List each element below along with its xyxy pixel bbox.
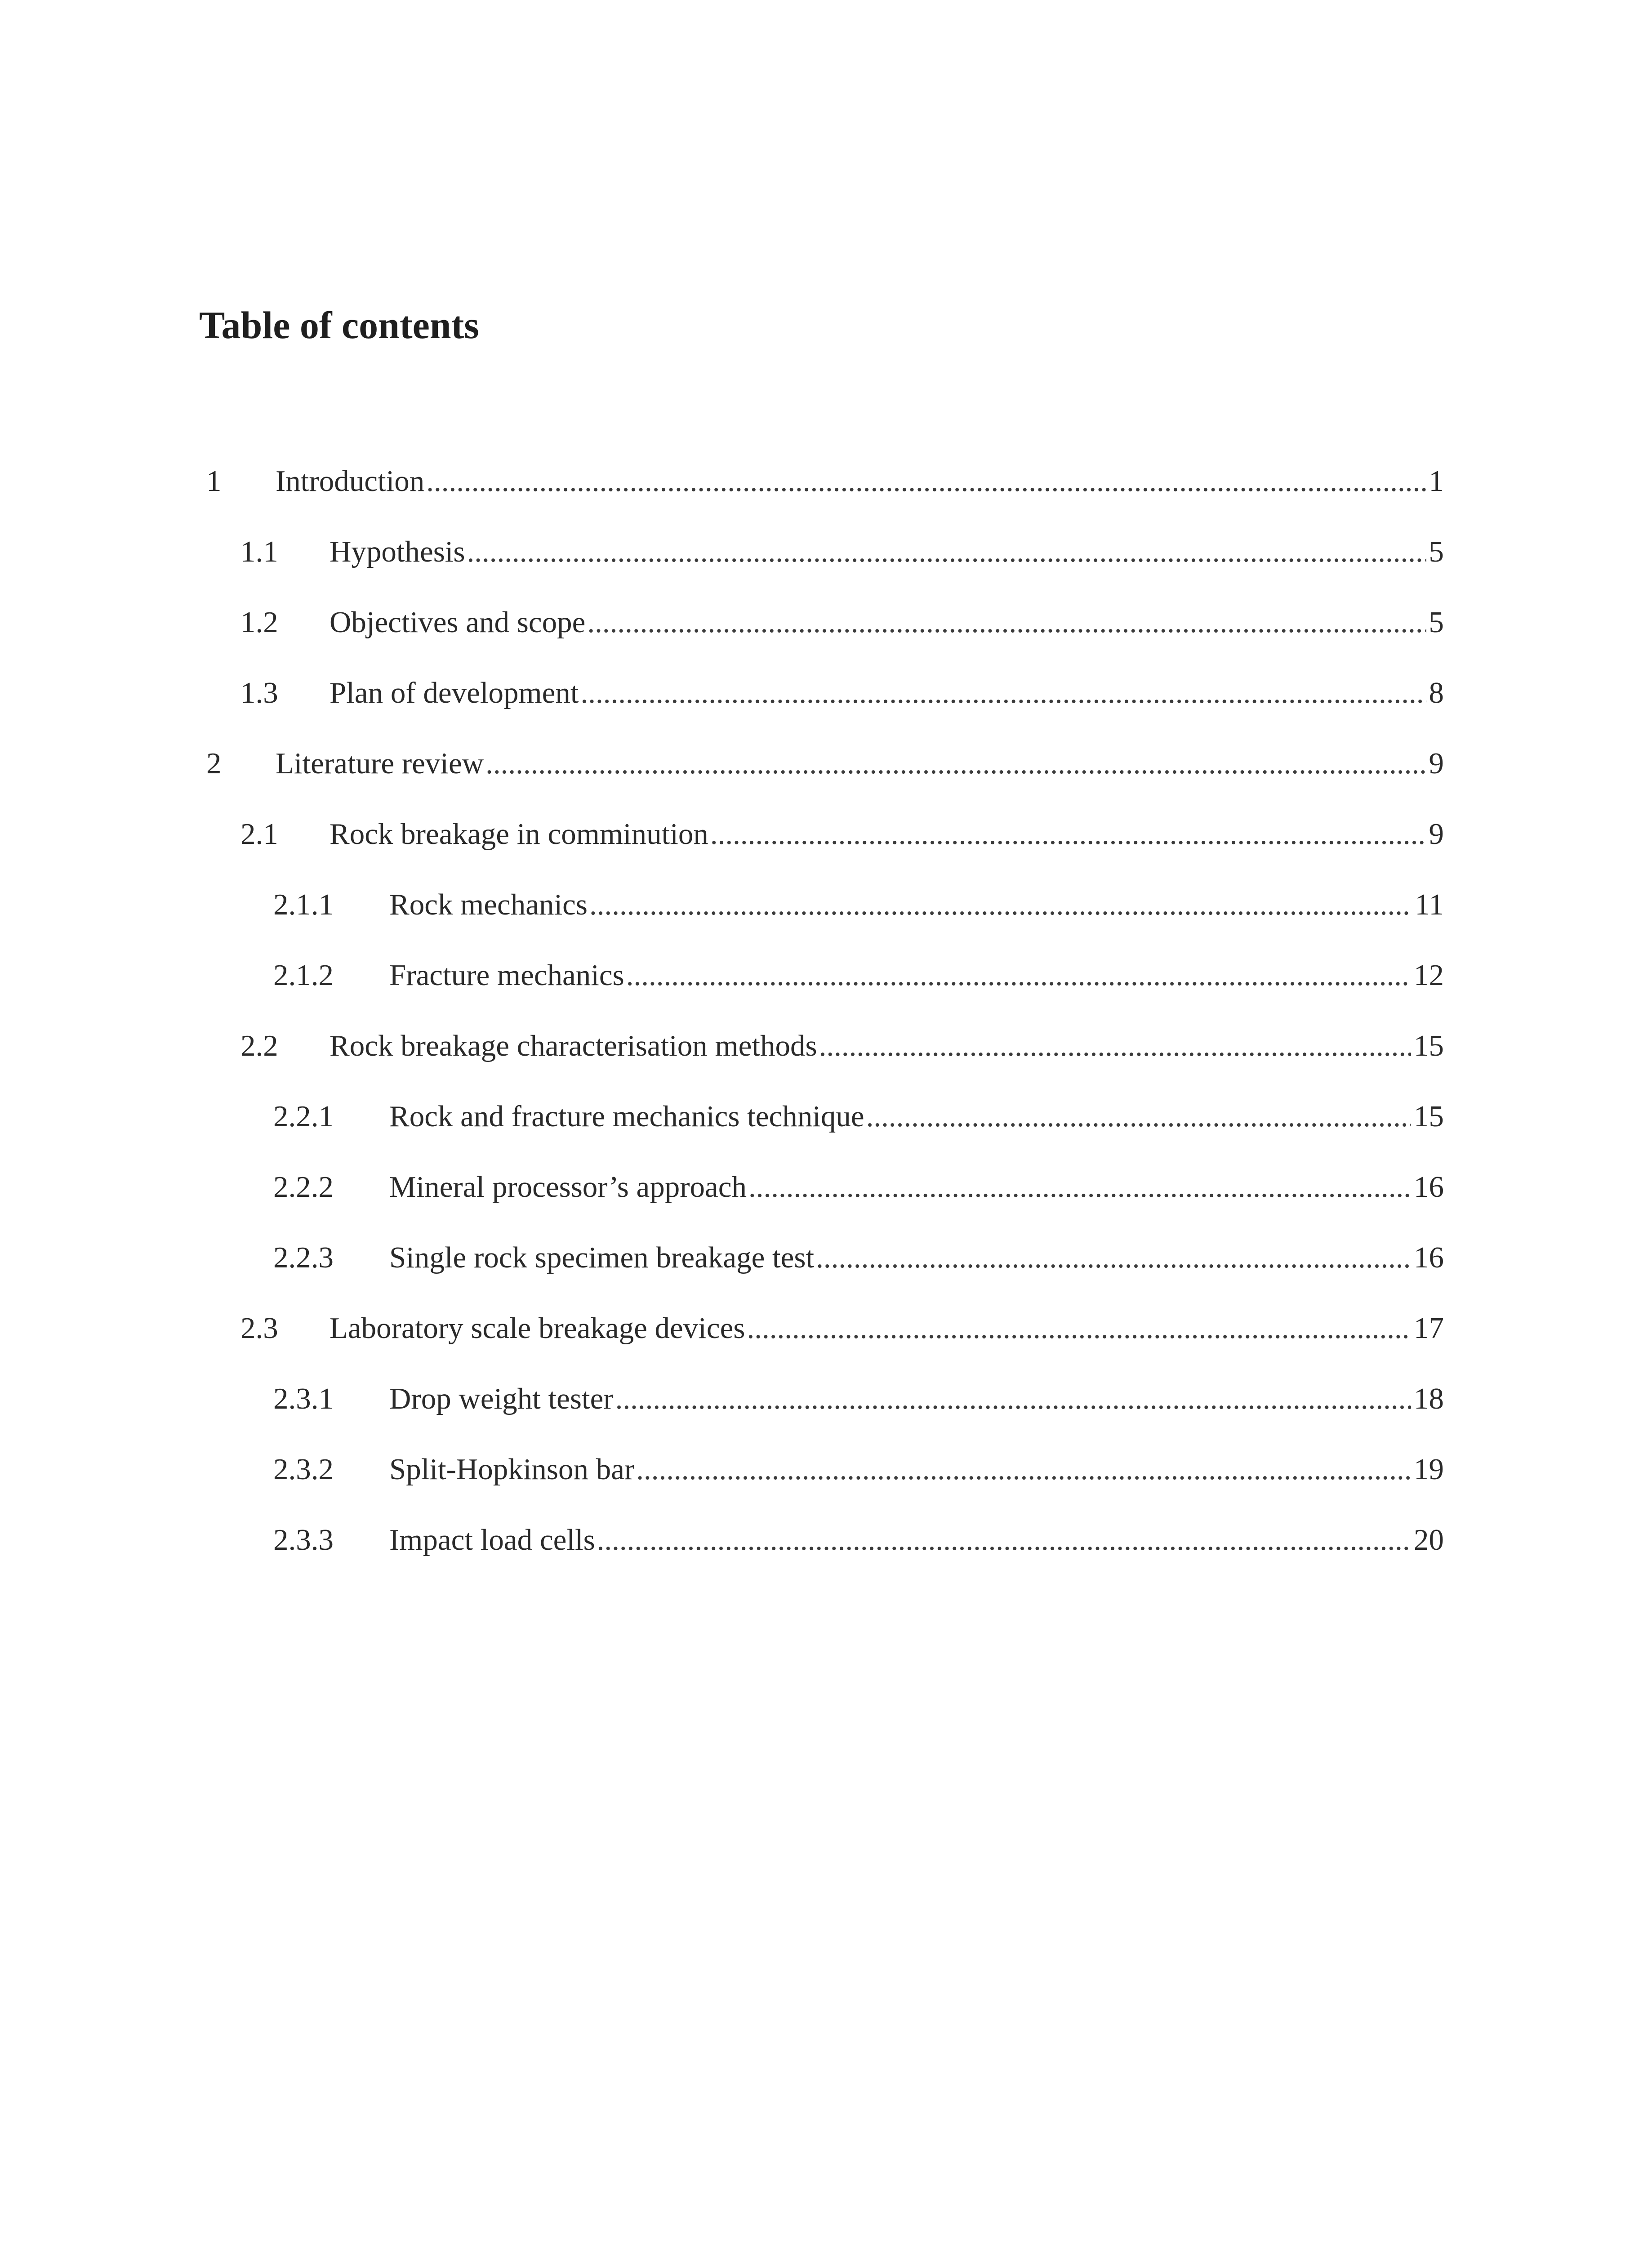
toc-dot-leader <box>748 1167 1411 1207</box>
toc-dot-leader <box>819 1026 1411 1066</box>
toc-number: 1.1 <box>240 535 278 568</box>
toc-page-number: 16 <box>1414 1241 1444 1274</box>
toc-number: 1.2 <box>240 606 278 639</box>
toc-page-number: 18 <box>1414 1382 1444 1415</box>
toc-page-number: 20 <box>1414 1523 1444 1557</box>
toc-dot-leader <box>626 955 1411 995</box>
toc-heading: Split-Hopkinson bar <box>389 1453 635 1486</box>
toc-entry-2-1-2[interactable] <box>273 955 1444 995</box>
toc-dot-leader <box>866 1096 1411 1137</box>
toc-number: 1 <box>206 464 222 498</box>
toc-page-number: 17 <box>1414 1311 1444 1345</box>
toc-dot-leader <box>485 743 1426 784</box>
toc-number: 2.1.2 <box>273 959 334 992</box>
toc-heading: Rock mechanics <box>389 888 588 921</box>
toc-dot-leader <box>816 1237 1411 1278</box>
toc-entry-2-2-3[interactable] <box>273 1237 1444 1278</box>
toc-entry-2-2-2[interactable] <box>273 1167 1444 1207</box>
toc-dot-leader <box>426 461 1426 501</box>
toc-dot-leader <box>597 1520 1411 1560</box>
toc-number: 2.2 <box>240 1029 278 1062</box>
toc-entry-2-3[interactable] <box>240 1308 1444 1348</box>
toc-heading: Drop weight tester <box>389 1382 614 1415</box>
toc-page-number: 19 <box>1414 1453 1444 1486</box>
toc-number: 2.2.2 <box>273 1170 334 1204</box>
toc-heading: Rock and fracture mechanics technique <box>389 1100 864 1133</box>
toc-heading: Single rock specimen breakage test <box>389 1241 815 1274</box>
toc-number: 2.1 <box>240 817 278 851</box>
toc-number: 2.3.1 <box>273 1382 334 1415</box>
toc-number: 2.2.3 <box>273 1241 334 1274</box>
toc-page-number: 8 <box>1429 676 1444 709</box>
toc-heading: Laboratory scale breakage devices <box>330 1311 745 1345</box>
toc-number: 2.3.2 <box>273 1453 334 1486</box>
toc-entry-1-3[interactable] <box>240 673 1444 713</box>
toc-page-number: 15 <box>1414 1100 1444 1133</box>
toc-entry-2[interactable] <box>206 743 1444 784</box>
toc-dot-leader <box>467 531 1426 572</box>
toc-dot-leader <box>615 1378 1411 1419</box>
toc-number: 2 <box>206 747 222 780</box>
toc-dot-leader <box>580 673 1426 713</box>
toc-entry-2-2-1[interactable] <box>273 1096 1444 1137</box>
toc-heading: Impact load cells <box>389 1523 595 1557</box>
toc-dot-leader <box>747 1308 1411 1348</box>
toc-heading: Rock breakage in comminution <box>330 817 708 851</box>
toc-number: 2.1.1 <box>273 888 334 921</box>
toc-entry-2-1-1[interactable] <box>273 884 1444 925</box>
toc-page-number: 5 <box>1429 535 1444 568</box>
toc-entry-2-3-2[interactable] <box>273 1449 1444 1490</box>
toc-heading: Hypothesis <box>330 535 465 568</box>
toc-entry-2-2[interactable] <box>240 1026 1444 1066</box>
toc-page-number: 15 <box>1414 1029 1444 1062</box>
toc-entry-1-2[interactable] <box>240 602 1444 642</box>
toc-page-number: 12 <box>1414 959 1444 992</box>
toc-entry-1[interactable] <box>206 461 1444 501</box>
toc-heading: Rock breakage characterisation methods <box>330 1029 817 1062</box>
toc-page-number: 9 <box>1429 817 1444 851</box>
toc-entry-2-1[interactable] <box>240 814 1444 854</box>
toc-number: 2.3.3 <box>273 1523 334 1557</box>
toc-entry-2-3-1[interactable] <box>273 1378 1444 1419</box>
toc-page-number: 16 <box>1414 1170 1444 1204</box>
toc-page-number: 5 <box>1429 606 1444 639</box>
toc-dot-leader <box>587 602 1426 642</box>
toc-heading: Plan of development <box>330 676 579 709</box>
toc-dot-leader <box>636 1449 1411 1490</box>
toc-heading: Mineral processor’s approach <box>389 1170 747 1204</box>
toc-heading: Literature review <box>276 747 484 780</box>
toc-page-number: 9 <box>1429 747 1444 780</box>
toc-heading: Objectives and scope <box>330 606 586 639</box>
toc-entry-1-1[interactable] <box>240 531 1444 572</box>
toc-number: 2.3 <box>240 1311 278 1345</box>
toc-page-number: 1 <box>1429 464 1444 498</box>
toc-entry-2-3-3[interactable] <box>273 1520 1444 1560</box>
toc-heading: Introduction <box>276 464 425 498</box>
toc-number: 2.2.1 <box>273 1100 334 1133</box>
page-title: Table of contents <box>199 303 479 347</box>
toc-dot-leader <box>589 884 1412 925</box>
toc-dot-leader <box>710 814 1426 854</box>
toc-heading: Fracture mechanics <box>389 959 624 992</box>
toc-number: 1.3 <box>240 676 278 709</box>
toc-page-number: 11 <box>1415 888 1444 921</box>
